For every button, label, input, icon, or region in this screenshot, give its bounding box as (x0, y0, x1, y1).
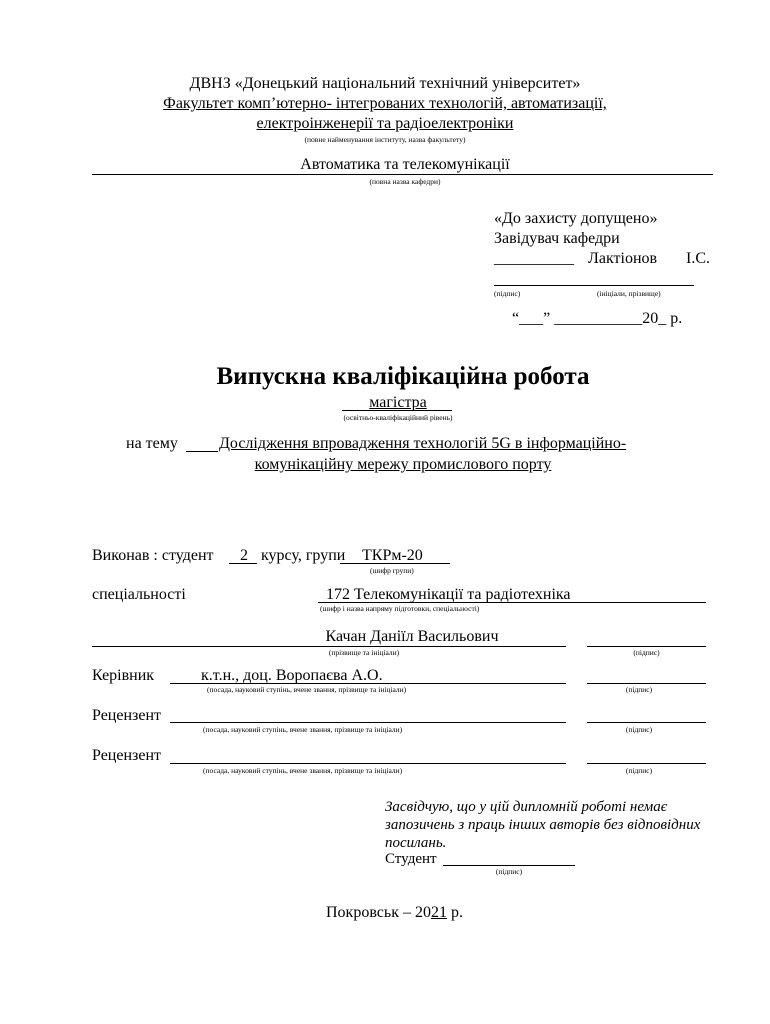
head-name: Лактіонов (588, 250, 658, 267)
degree-level-underline (342, 410, 452, 411)
specialty-label: спеціальності (92, 586, 186, 603)
year-suffix: р. (450, 904, 463, 921)
year-digits: 21 (430, 904, 447, 921)
course-number: 2 (240, 547, 248, 564)
supervisor-label: Керівник (92, 667, 155, 684)
university-name: ДВНЗ «Донецький національний технічний університет» (189, 75, 581, 92)
faculty-line-1: Факультет комп’ютерно- інтегрованих технологій, автоматизації, (163, 95, 607, 112)
reviewer-2-signature-caption: (підпис) (625, 766, 653, 775)
reviewer-1-signature-caption: (підпис) (625, 725, 653, 734)
department-name: Автоматика та телекомунікації (300, 156, 510, 173)
student-name-caption: (прізвище та ініціали) (328, 648, 400, 657)
certification-signature-line (443, 865, 575, 866)
faculty-caption: (повне найменування інституту, назва факультету) (304, 135, 466, 144)
course-suffix: курсу, групи (261, 547, 346, 564)
certification-signature-caption: (підпис) (495, 867, 523, 876)
student-name-underline (92, 646, 566, 647)
group-caption: (шифр групи) (370, 566, 414, 575)
faculty-line-2: електроінженерії та радіоелектроніки (256, 115, 514, 132)
supervisor-name: к.т.н., доц. Воропаєва А.О. (201, 667, 383, 684)
reviewer-2-label: Рецензент (92, 747, 161, 764)
approval-signature-blank: __________ (494, 250, 574, 267)
approval-name-caption: (ініціали, прізвище) (597, 289, 661, 298)
topic-underline-lead (186, 451, 218, 452)
student-signature-line (587, 646, 706, 647)
degree-level-caption: (освітньо-кваліфікаційний рівень) (343, 413, 453, 422)
certification-line-3: посилань. (385, 835, 447, 851)
student-prefix: Виконав : студент (92, 547, 214, 564)
department-caption: (повна назва кафедри) (369, 177, 441, 186)
specialty-caption: (шифр і назва напряму підготовки, спеціальності) (320, 604, 480, 613)
group-code: ТКРм-20 (362, 547, 423, 564)
approval-underline (494, 285, 694, 286)
head-initials: І.С. (686, 250, 710, 267)
reviewer-2-signature-line (587, 763, 706, 764)
supervisor-signature-line (587, 683, 706, 684)
reviewer-2-underline (170, 763, 566, 764)
city-year (326, 903, 463, 922)
approval-role: Завідувач кафедри (494, 230, 620, 247)
degree-level: магістра (369, 394, 427, 411)
approval-signature-caption: (підпис) (494, 289, 521, 298)
reviewer-1-underline (170, 722, 566, 723)
certification-line-2: запозичень з праць інших авторів без відповідних (385, 817, 701, 833)
department-underline (92, 174, 713, 175)
student-signature-caption: (підпис) (633, 648, 660, 657)
reviewer-2-caption: (посада, науковий ступінь, вчене звання, прізвище та ініціали) (203, 766, 403, 775)
topic-line-2: комунікаційну мережу промислового порту (254, 456, 552, 473)
work-title: Випускна кваліфікаційна робота (216, 363, 590, 390)
approval-date: “___” ___________20_ р. (512, 310, 683, 327)
student-name: Качан Даніїл Васильович (325, 628, 499, 645)
specialty-name: 172 Телекомунікації та радіотехніка (326, 586, 571, 603)
reviewer-1-label: Рецензент (92, 707, 161, 724)
certification-student-label: Студент (385, 851, 437, 867)
approval-heading: «До захисту допущено» (494, 210, 658, 227)
reviewer-1-signature-line (587, 722, 706, 723)
city-year-prefix: Покровськ – 20 (326, 904, 431, 921)
certification-line-1: Засвідчую, що у цій дипломній роботі немає (385, 799, 668, 815)
reviewer-1-caption: (посада, науковий ступінь, вчене звання, прізвище та ініціали) (203, 725, 403, 734)
supervisor-caption: (посада, науковий ступінь, вчене звання, прізвище та ініціали) (207, 685, 407, 694)
supervisor-signature-caption: (підпис) (625, 685, 653, 694)
topic-line-1: Дослідження впровадження технологій 5G в інформаційно- (219, 435, 627, 452)
topic-label: на тему (126, 435, 178, 452)
